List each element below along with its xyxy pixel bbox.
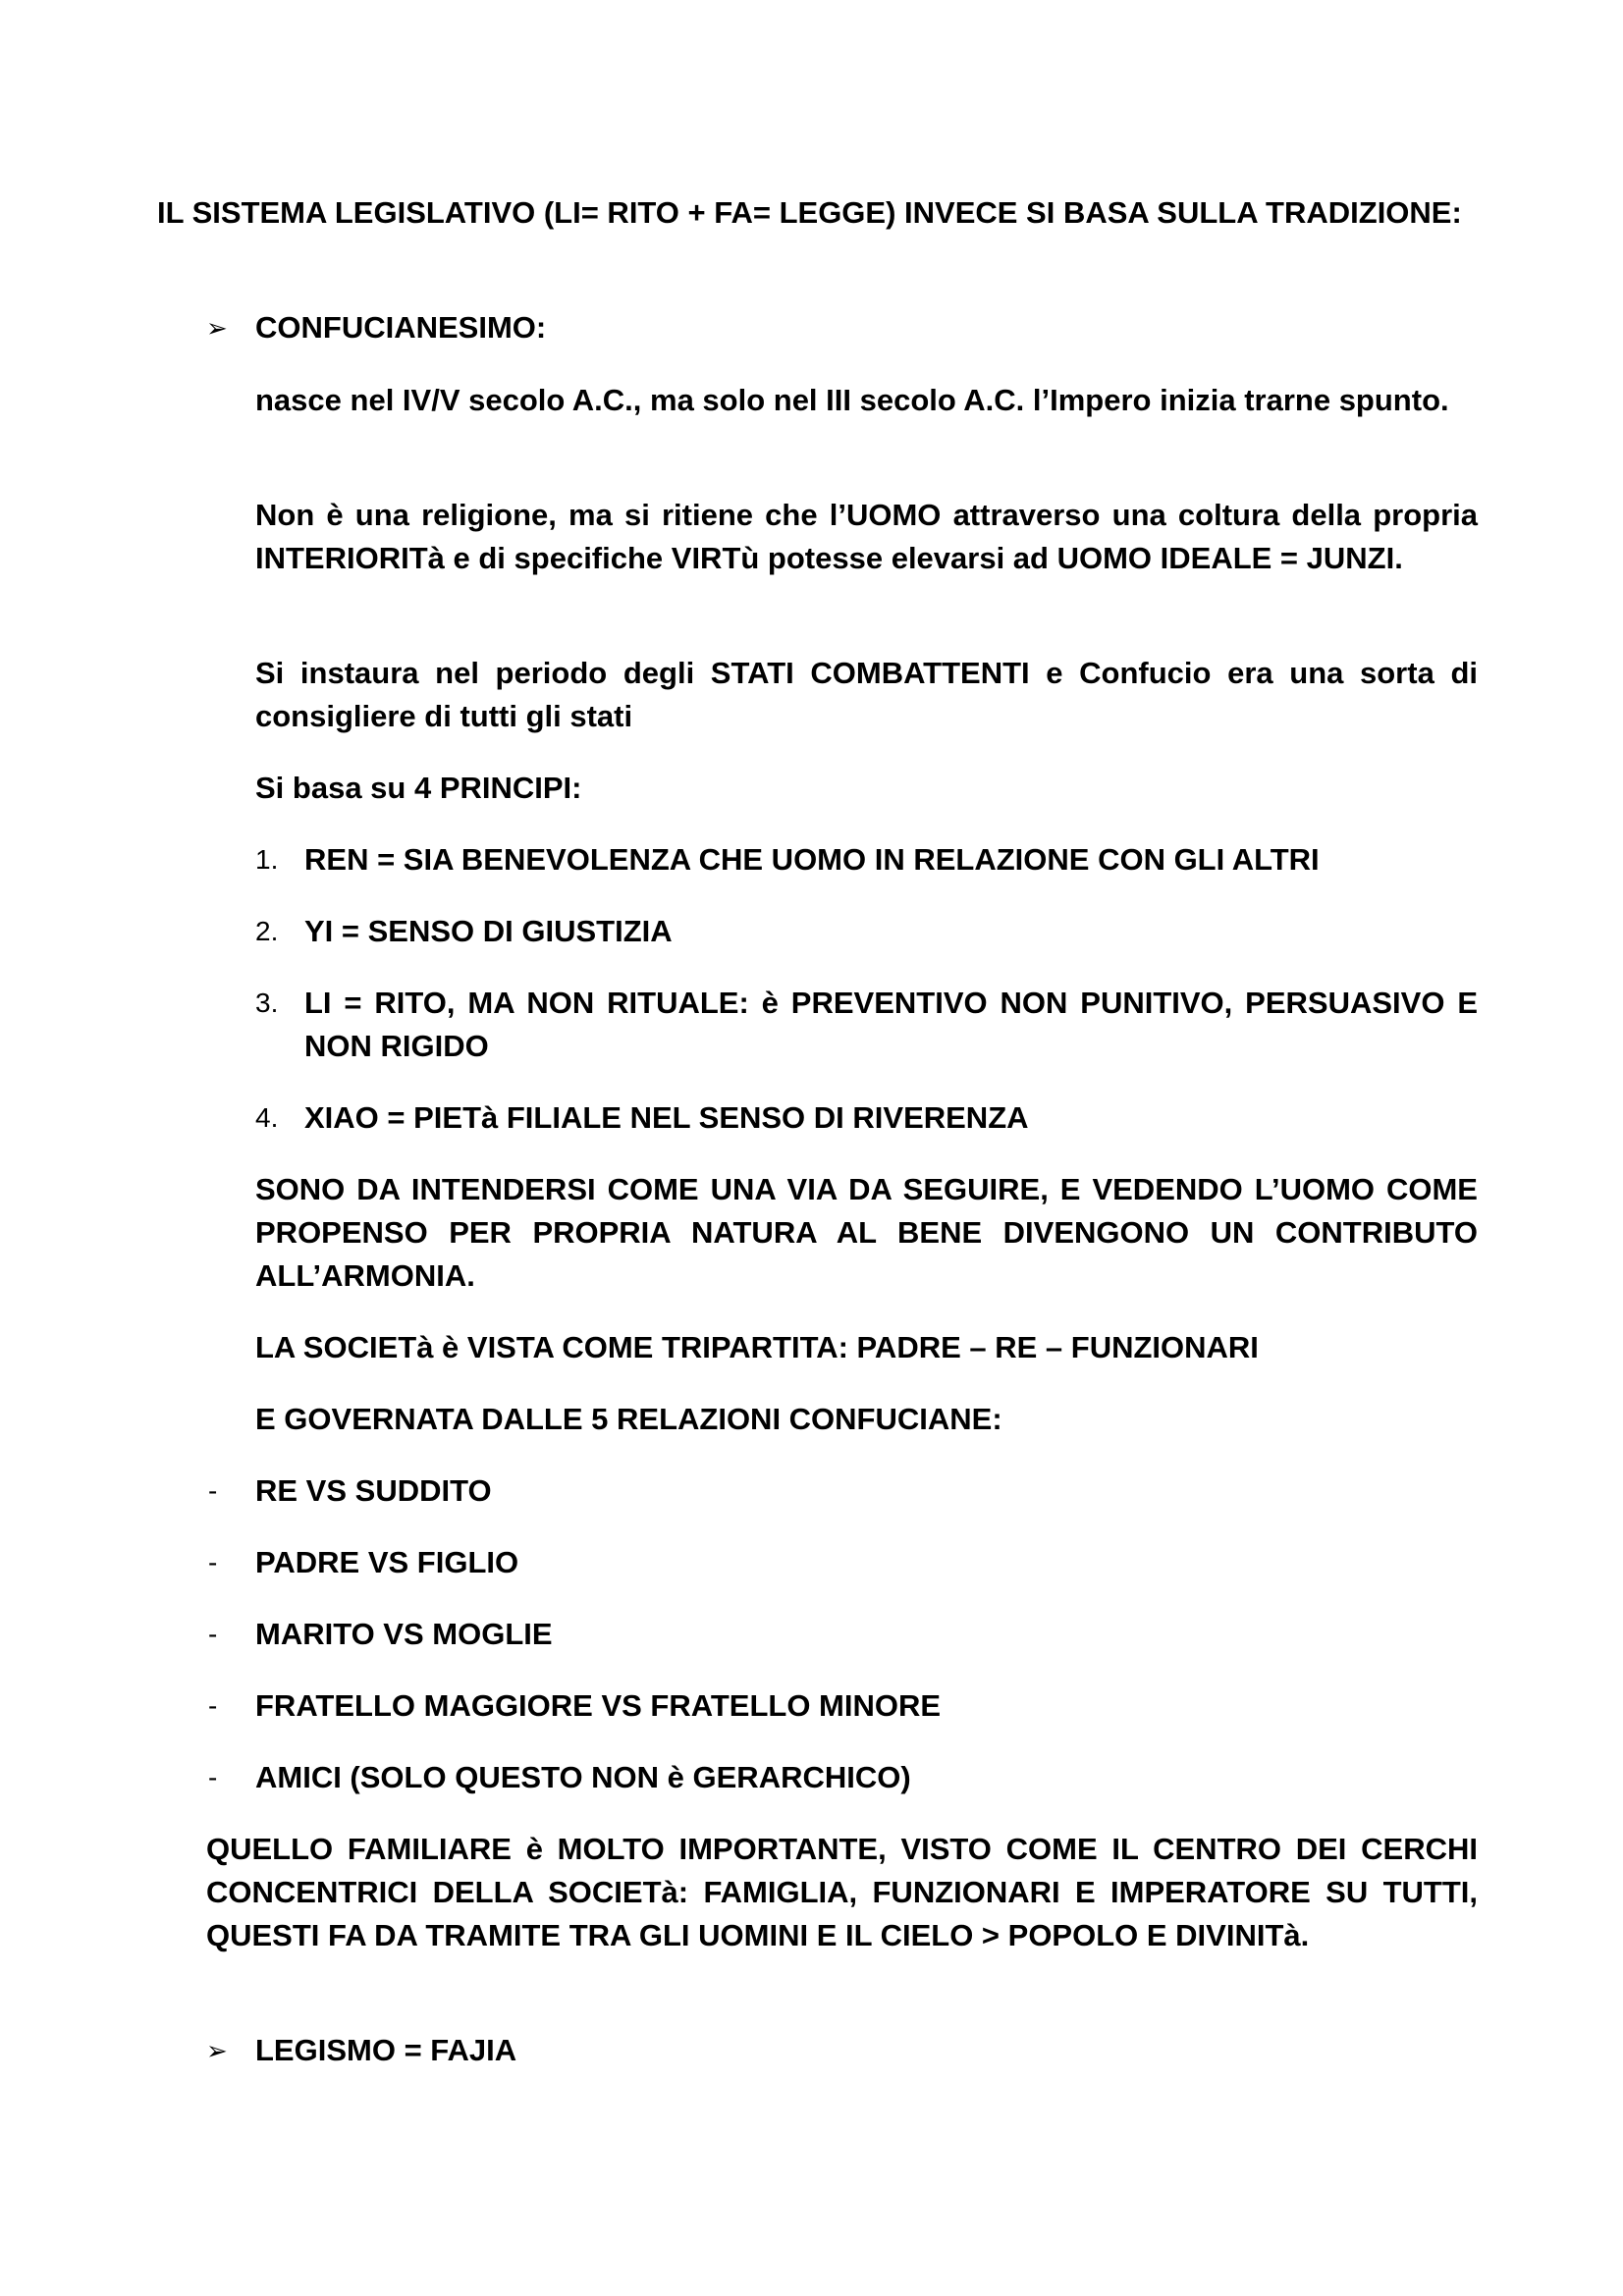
relation-item: AMICI (SOLO QUESTO NON è GERARCHICO) xyxy=(255,1760,911,1794)
dash-bullet: - xyxy=(208,1762,218,1792)
arrow-bullet-icon: ➢ xyxy=(206,2036,228,2065)
list-number: 3. xyxy=(255,988,279,1018)
relation-item: MARITO VS MOGLIE xyxy=(255,1617,553,1651)
dash-bullet: - xyxy=(208,1690,218,1721)
intro-paragraph: IL SISTEMA LEGISLATIVO (LI= RITO + FA= LEGGE) INVECE SI BASA SULLA TRADIZIONE: xyxy=(157,195,1462,230)
section-title-confucianesimo: CONFUCIANESIMO: xyxy=(255,310,547,345)
list-number: 4. xyxy=(255,1102,279,1133)
relation-item: FRATELLO MAGGIORE VS FRATELLO MINORE xyxy=(255,1688,942,1723)
relation-item: PADRE VS FIGLIO xyxy=(255,1545,519,1579)
principle-li: LI = RITO, MA NON RITUALE: è PREVENTIVO NON PUNITIVO, PERSUASIVO E NON RIGIDO xyxy=(304,986,1478,1063)
list-number: 2. xyxy=(255,916,279,946)
principle-yi: YI = SENSO DI GIUSTIZIA xyxy=(304,914,673,948)
principle-ren: REN = SIA BENEVOLENZA CHE UOMO IN RELAZIONE CON GLI ALTRI xyxy=(304,842,1320,877)
relation-item: RE VS SUDDITO xyxy=(255,1473,492,1508)
paragraph-governed: E GOVERNATA DALLE 5 RELAZIONI CONFUCIANE: xyxy=(255,1402,1002,1436)
paragraph-principles-intro: Si basa su 4 PRINCIPI: xyxy=(255,771,582,805)
section-title-legismo: LEGISMO = FAJIA xyxy=(255,2033,517,2067)
dash-bullet: - xyxy=(208,1547,218,1577)
list-number: 1. xyxy=(255,844,279,875)
dash-bullet: - xyxy=(208,1475,218,1506)
paragraph-origin: nasce nel IV/V secolo A.C., ma solo nel III secolo A.C. l’Impero inizia trarne spunto. xyxy=(255,383,1449,417)
arrow-bullet-icon: ➢ xyxy=(206,313,228,343)
paragraph-society: LA SOCIETà è VISTA COME TRIPARTITA: PADRE – RE – FUNZIONARI xyxy=(255,1330,1259,1364)
paragraph-definition: Non è una religione, ma si ritiene che l’UOMO attraverso una coltura della propria INTERIORITà e di specifiche VIRTù potesse elevarsi ad UOMO IDEALE = JUNZI. xyxy=(255,498,1478,575)
dash-bullet: - xyxy=(208,1619,218,1649)
paragraph-way: SONO DA INTENDERSI COME UNA VIA DA SEGUIRE, E VEDENDO L’UOMO COME PROPENSO PER PROPRIA NATURA AL BENE DIVENGONO UN CONTRIBUTO ALL’ARMONIA. xyxy=(255,1172,1478,1293)
paragraph-family: QUELLO FAMILIARE è MOLTO IMPORTANTE, VISTO COME IL CENTRO DEI CERCHI CONCENTRICI DELLA SOCIETà: FAMIGLIA, FUNZIONARI E IMPERATORE SU TUTTI, QUESTI FA DA TRAMITE TRA GLI UOMINI E IL CIELO > POPOLO E DIVINITà. xyxy=(206,1832,1478,1952)
paragraph-period: Si instaura nel periodo degli STATI COMBATTENTI e Confucio era una sorta di consigliere di tutti gli stati xyxy=(255,656,1478,733)
principle-xiao: XIAO = PIETà FILIALE NEL SENSO DI RIVERENZA xyxy=(304,1100,1029,1135)
